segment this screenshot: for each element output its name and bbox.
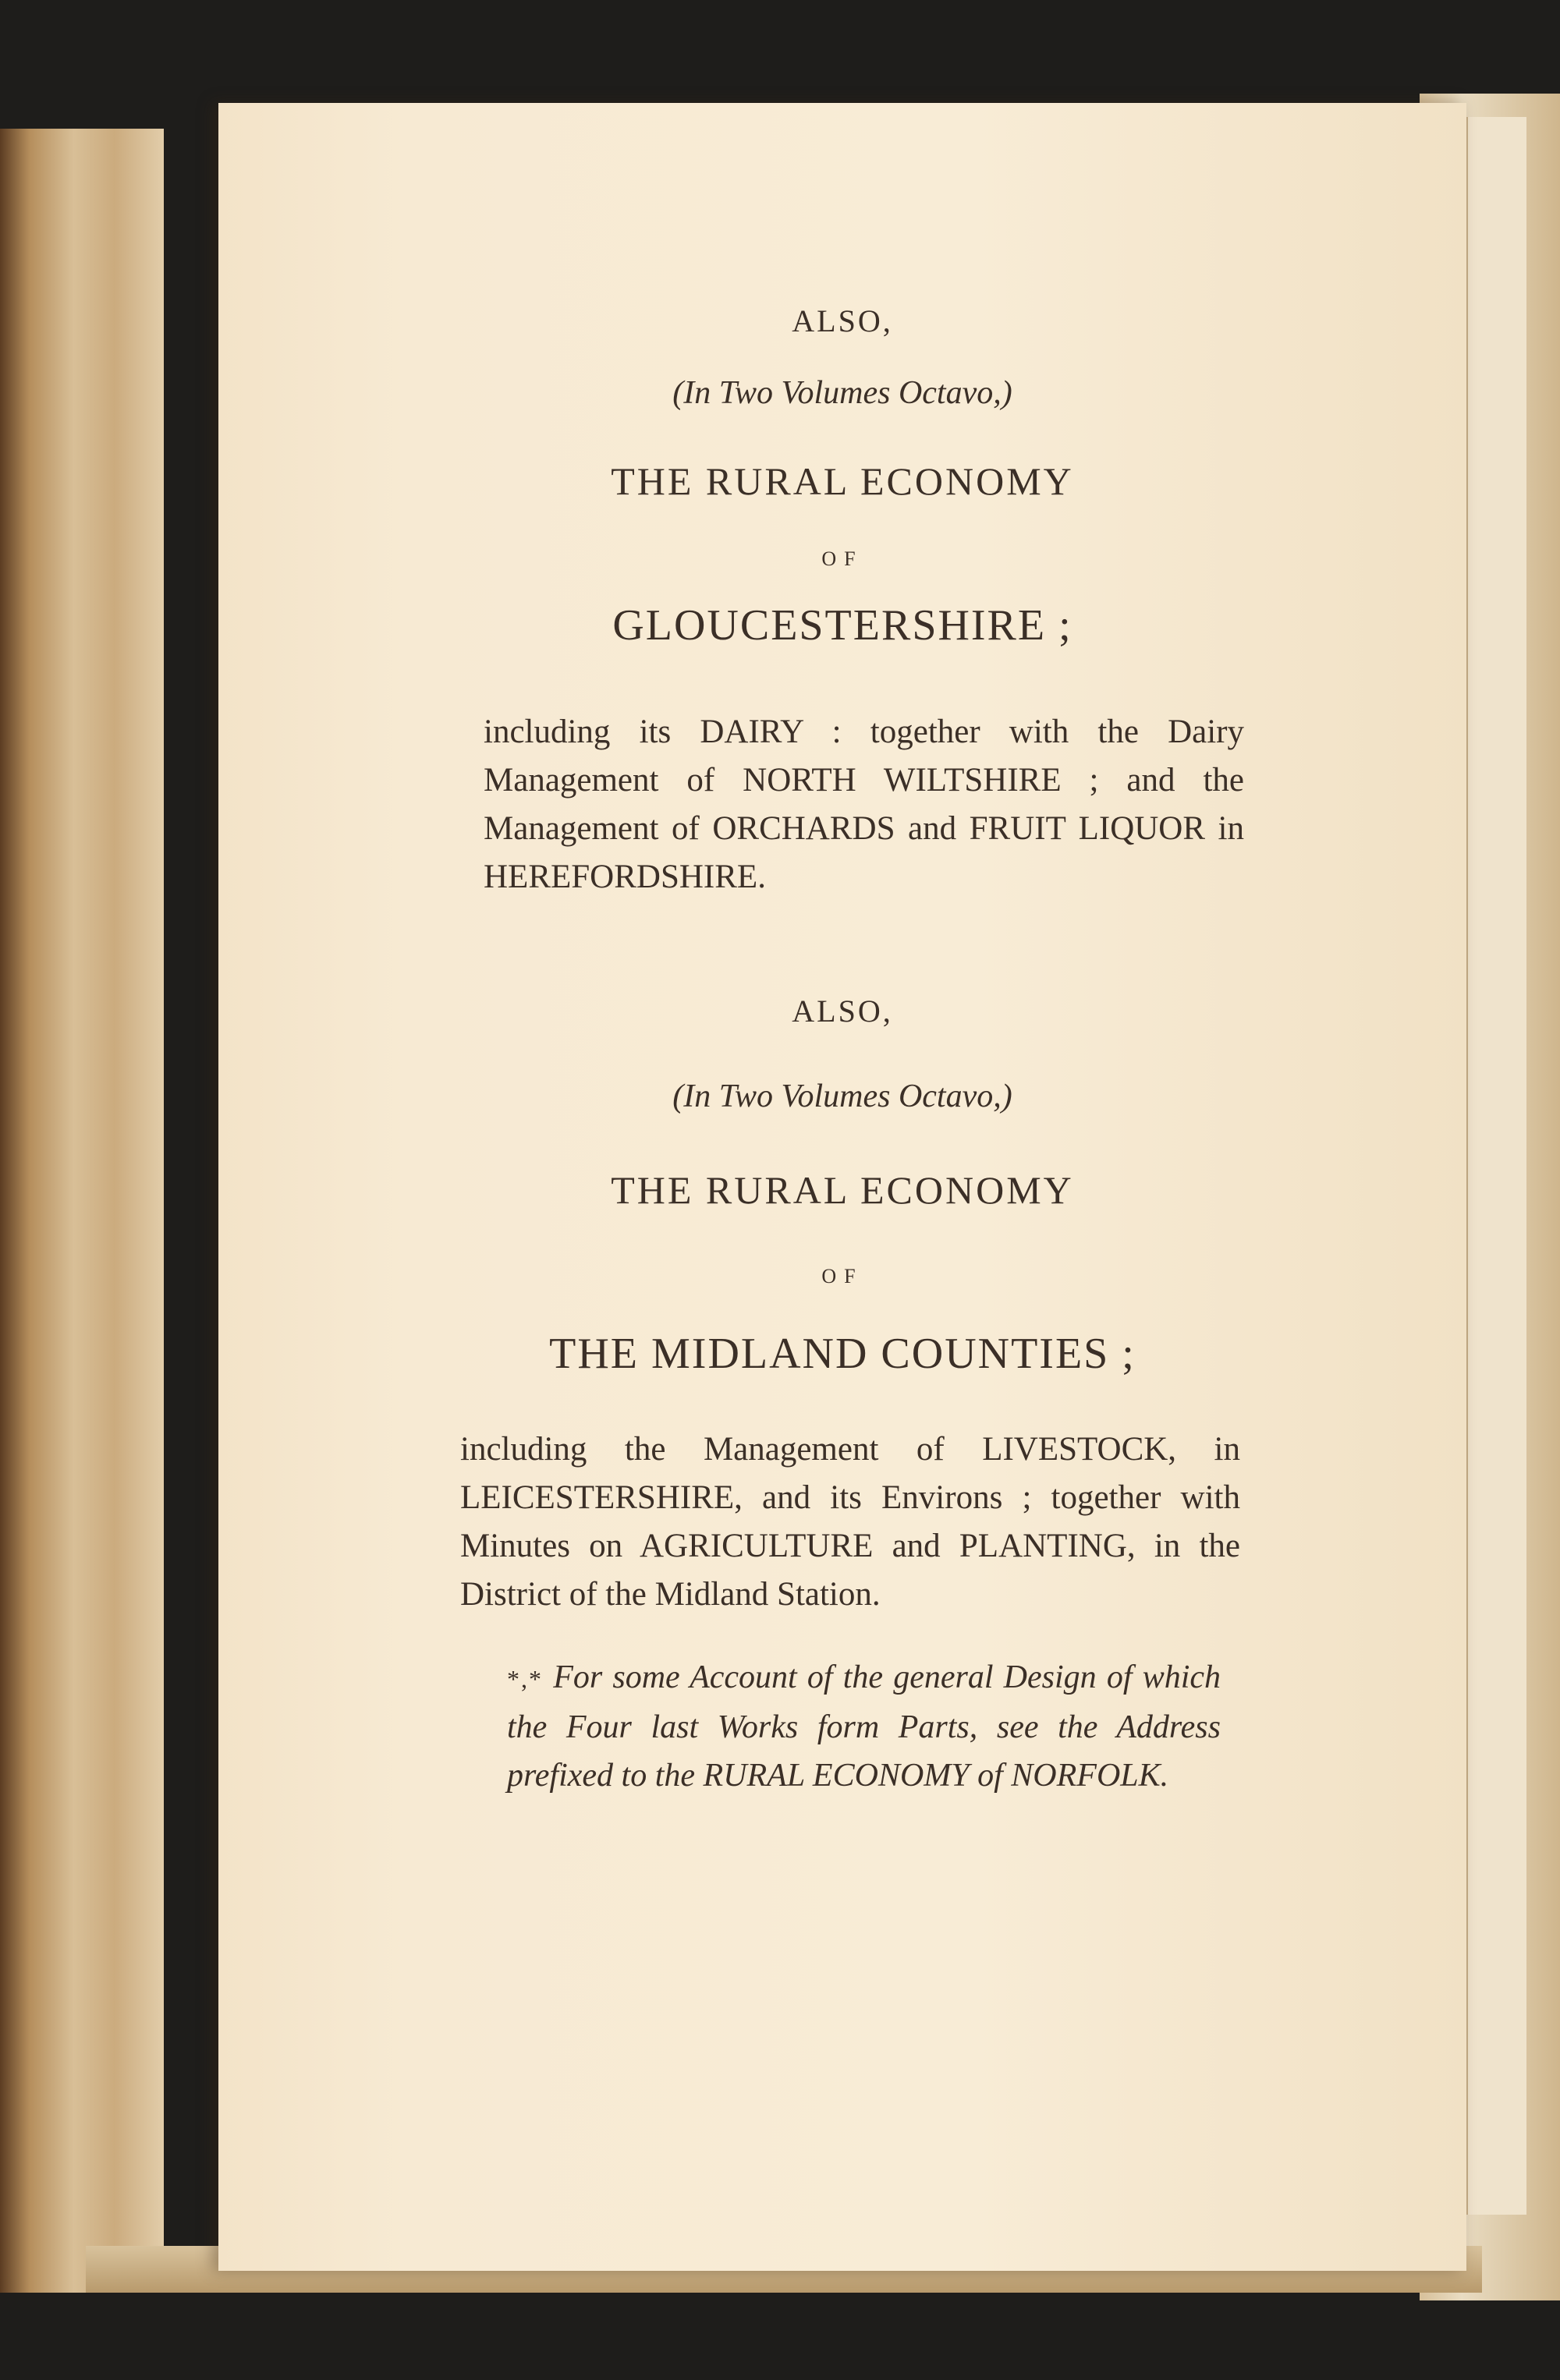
section-1-description: including its DAIRY : together with the Dairy Management of NORTH WILTSHIRE ; and the Management of ORCHARDS and FRUIT LIQUOR in HEREFORDSHIRE. [484,714,1244,895]
section-2-of: OF [821,1265,863,1287]
footnote-asterisks: *,* [507,1665,543,1693]
section-2-county: THE MIDLAND COUNTIES ; [549,1330,1136,1378]
section-1-county: GLOUCESTERSHIRE ; [612,601,1072,650]
facing-page-edge [1466,117,1526,2215]
section-2-volumes: (In Two Volumes Octavo,) [672,1078,1012,1114]
footnote [507,1653,1221,1800]
section-1-also: ALSO, [792,303,893,338]
section-2-title: THE RURAL ECONOMY [611,1168,1074,1212]
book-fore-edge [0,129,164,2293]
section-1-title: THE RURAL ECONOMY [611,459,1074,503]
section-2-description: including the Management of LIVESTOCK, in LEICESTERSHIRE, and its Environs ; together with Minutes on AGRICULTURE and PLANTING, in the District of the Midland Station. [460,1431,1240,1613]
section-1-volumes: (In Two Volumes Octavo,) [672,375,1012,411]
footnote-text: For some Account of the general Design of which the Four last Works form Parts, see the Address prefixed to the RURAL ECONOMY of NORFOLK. [507,1659,1221,1794]
section-2-also: ALSO, [792,993,893,1029]
section-1-of: OF [821,547,863,570]
